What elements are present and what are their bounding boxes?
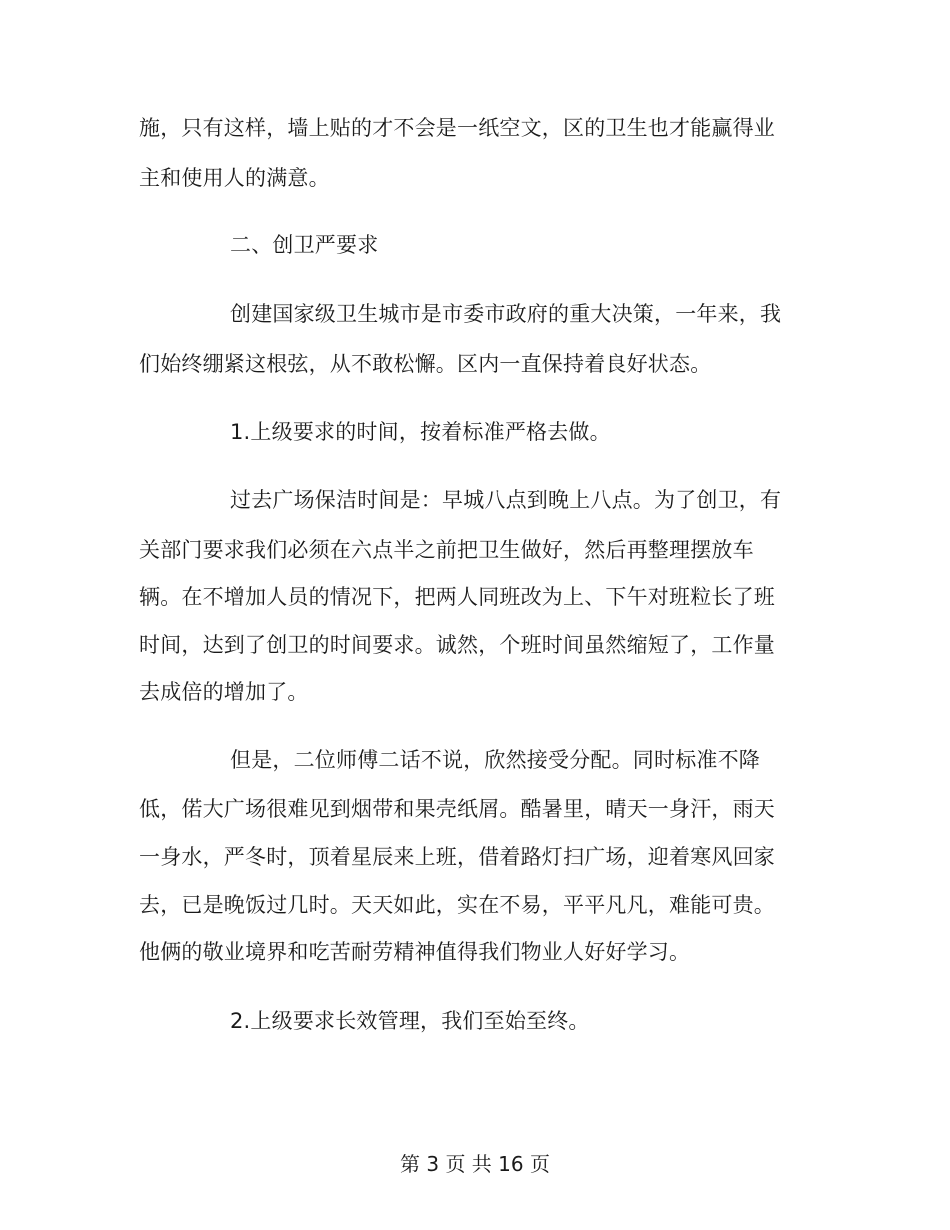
- page-number: 第 3 页 共 16 页: [400, 1152, 550, 1176]
- text-line: 们始终绷紧这根弦，从不敢松懈。区内一直保持着良好状态。: [139, 352, 712, 376]
- subheading: 2.上级要求长效管理，我们至始至终。: [230, 1009, 590, 1033]
- text-line: 时间，达到了创卫的时间要求。诚然，个班时间虽然缩短了，工作量: [139, 633, 775, 657]
- text-line: 关部门要求我们必须在六点半之前把卫生做好，然后再整理摆放车: [139, 538, 754, 562]
- text-line: 施，只有这样，墙上贴的才不会是一纸空文，区的卫生也才能赢得业: [139, 116, 775, 140]
- text-line: 创建国家级卫生城市是市委市政府的重大决策，一年来，我: [230, 302, 782, 326]
- text-line: 去，已是晚饭过几时。天天如此，实在不易，平平凡凡，难能可贵。: [139, 893, 775, 917]
- text-line: 一身水，严冬时，顶着星辰来上班，借着路灯扫广场，迎着寒风回家: [139, 845, 775, 869]
- text-line: 但是，二位师傅二话不说，欣然接受分配。同时标准不降: [230, 748, 760, 772]
- section-heading: 二、创卫严要求: [230, 233, 379, 257]
- text-line: 过去广场保洁时间是：早城八点到晚上八点。为了创卫，有: [230, 488, 782, 512]
- text-line: 主和使用人的满意。: [139, 166, 330, 190]
- text-line: 低，偌大广场很难见到烟带和果壳纸屑。酷暑里，晴天一身汗，雨天: [139, 797, 775, 821]
- text-line: 去成倍的增加了。: [139, 680, 309, 704]
- text-line: 他俩的敬业境界和吃苦耐劳精神值得我们物业人好好学习。: [139, 940, 691, 964]
- text-line: 辆。在不增加人员的情况下，把两人同班改为上、下午对班粒长了班: [139, 585, 775, 609]
- subheading: 1.上级要求的时间，按着标准严格去做。: [230, 420, 611, 444]
